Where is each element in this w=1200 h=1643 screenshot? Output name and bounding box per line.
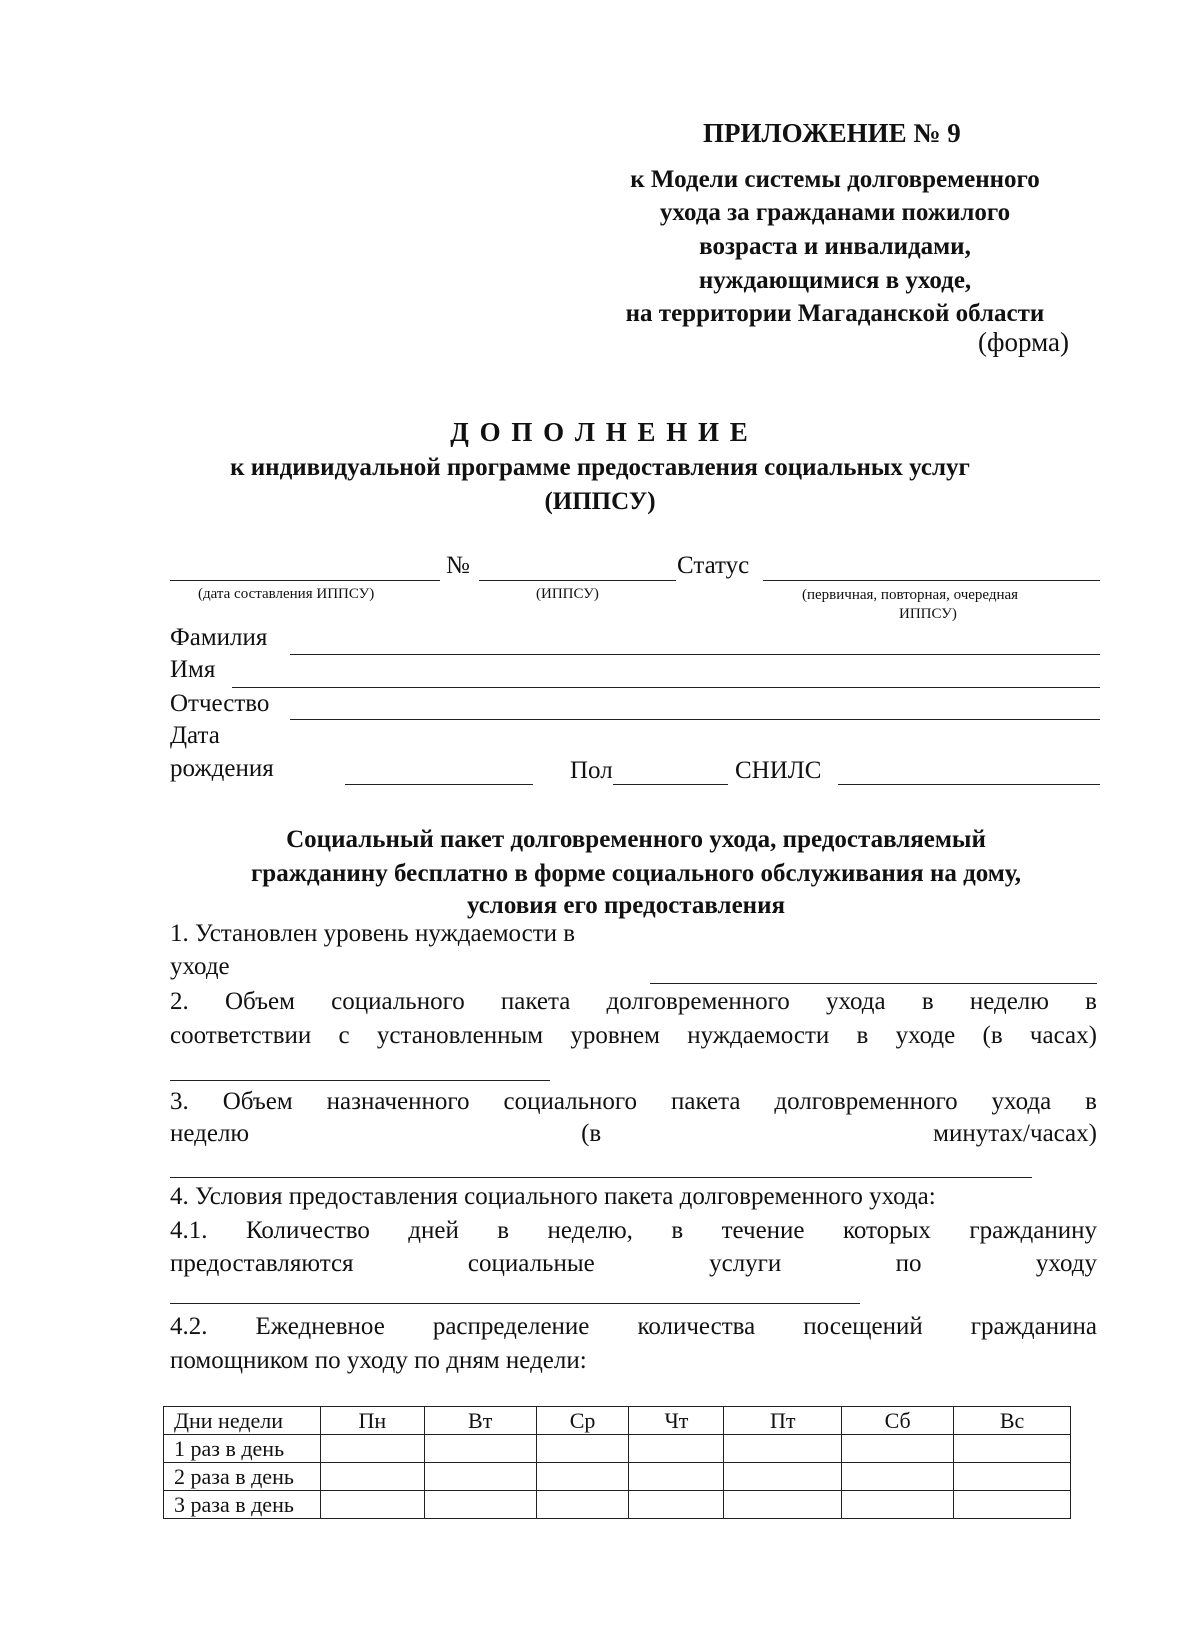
word: Количество (245, 1217, 370, 1244)
word: гражданину (969, 1217, 1097, 1244)
word: (в (982, 1022, 1003, 1049)
table-cell[interactable] (629, 1491, 724, 1519)
word: 3. (170, 1088, 189, 1115)
row-label: 2 раза в день (164, 1463, 321, 1491)
word: ухода (991, 1088, 1052, 1115)
word: уходу (1035, 1250, 1097, 1277)
word: в (1085, 988, 1097, 1015)
table-row (164, 1463, 1071, 1491)
table-cell[interactable] (629, 1435, 724, 1463)
word: нуждаемости (687, 1022, 830, 1049)
item-4-1-answer-line[interactable] (170, 1303, 860, 1304)
surname-line[interactable] (290, 654, 1100, 655)
word: минутах/часах) (933, 1120, 1097, 1147)
word: которых (842, 1217, 931, 1244)
table-cell[interactable] (842, 1463, 954, 1491)
word: неделю (969, 988, 1049, 1015)
word: пакета (500, 988, 571, 1015)
sex-line[interactable] (613, 784, 728, 785)
birth-label-1: Дата (170, 722, 220, 749)
table-cell[interactable] (536, 1491, 629, 1519)
word: часах) (1029, 1022, 1097, 1049)
table-header-row (164, 1407, 1071, 1435)
item-1-line[interactable] (650, 983, 1097, 984)
word: в (671, 1217, 684, 1244)
table-row (164, 1435, 1071, 1463)
word: социального (503, 1088, 638, 1115)
birth-label-2: рождения (170, 755, 274, 782)
item-4-1-line-1 (170, 1217, 1097, 1245)
word: в (497, 1217, 510, 1244)
schedule-table (163, 1406, 1071, 1519)
table-cell[interactable] (320, 1491, 424, 1519)
column-header-days: Дни недели (164, 1407, 321, 1435)
name-label: Имя (170, 656, 216, 683)
item-3-line-2 (170, 1120, 1097, 1148)
table-cell[interactable] (424, 1463, 536, 1491)
table-cell[interactable] (842, 1435, 954, 1463)
table-cell[interactable] (320, 1463, 424, 1491)
appendix-line: нуждающимися в уходе, (698, 267, 972, 294)
word: в (921, 988, 934, 1015)
package-heading-3: условия его предоставления (466, 892, 786, 919)
word: ухода (825, 988, 886, 1015)
word: уровнем (570, 1022, 660, 1049)
word: Объем (222, 1088, 293, 1115)
appendix-line: ухода за гражданами пожилого (659, 199, 1011, 226)
table-cell[interactable] (320, 1435, 424, 1463)
word: долговременного (774, 1088, 958, 1115)
table-cell[interactable] (842, 1491, 954, 1519)
word: 4.2. (170, 1313, 208, 1340)
snils-label: СНИЛС (735, 757, 822, 784)
document-title: Д О П О Л Н Е Н И Е (450, 417, 750, 447)
column-header-day: Пн (320, 1407, 424, 1435)
word: уходе (895, 1022, 956, 1049)
document-abbr: (ИППСУ) (544, 488, 656, 515)
word: соответствии (170, 1022, 312, 1049)
name-line[interactable] (232, 687, 1100, 688)
item-4-1-line-2 (170, 1250, 1097, 1278)
word: Объем (224, 988, 295, 1015)
snils-line[interactable] (838, 784, 1100, 785)
item-3-answer-line[interactable] (170, 1177, 1032, 1178)
row-label: 3 раза в день (164, 1491, 321, 1519)
word: с (338, 1022, 350, 1049)
surname-label: Фамилия (170, 624, 268, 651)
table-row (164, 1491, 1071, 1519)
appendix-title: ПРИЛОЖЕНИЕ № 9 (703, 118, 961, 148)
word: назначенного (326, 1088, 470, 1115)
word: в (856, 1022, 869, 1049)
word: установленным (376, 1022, 544, 1049)
word: пакета (671, 1088, 741, 1115)
birth-date-line[interactable] (345, 784, 533, 785)
status-caption-1: (первичная, повторная, очередная (802, 587, 1019, 603)
status-line[interactable] (763, 580, 1100, 581)
word: 2. (170, 988, 189, 1015)
table-cell[interactable] (724, 1491, 842, 1519)
column-header-day: Вт (424, 1407, 536, 1435)
form-note: (форма) (978, 327, 1069, 357)
patronymic-label: Отчество (170, 690, 270, 717)
table-cell[interactable] (629, 1463, 724, 1491)
word: Ежедневное (255, 1313, 385, 1340)
appendix-line: на территории Магаданской области (625, 300, 1045, 327)
status-caption-2: ИППСУ) (899, 606, 957, 622)
word: социальные (467, 1250, 595, 1277)
word: по (895, 1250, 922, 1277)
table-cell[interactable] (536, 1435, 629, 1463)
word: услуги (709, 1250, 782, 1277)
word: дней (408, 1217, 459, 1244)
word: предоставляются (170, 1250, 354, 1277)
item-1-text-b: уходе (170, 953, 230, 980)
row-label: 1 раз в день (164, 1435, 321, 1463)
item-3-line-1 (170, 1088, 1097, 1116)
table-cell[interactable] (536, 1463, 629, 1491)
column-header-day: Сб (842, 1407, 954, 1435)
word: гражданина (970, 1313, 1097, 1340)
word: распределение (432, 1313, 590, 1340)
word: течение (721, 1217, 805, 1244)
number-caption: (ИППСУ) (536, 586, 599, 602)
item-4-text: 4. Условия предоставления социального пакета долговременного ухода: (170, 1183, 936, 1210)
table-cell[interactable] (724, 1435, 842, 1463)
number-label: № (446, 552, 470, 579)
column-header-day: Чт (629, 1407, 724, 1435)
patronymic-line[interactable] (290, 719, 1100, 720)
table-cell[interactable] (724, 1463, 842, 1491)
word: количества (637, 1313, 756, 1340)
table-cell[interactable] (954, 1435, 1071, 1463)
word: долговременного (606, 988, 790, 1015)
table-cell[interactable] (424, 1435, 536, 1463)
word: (в (581, 1120, 602, 1147)
appendix-line: возраста и инвалидами, (699, 233, 971, 260)
table-cell[interactable] (954, 1463, 1071, 1491)
column-header-day: Вс (954, 1407, 1071, 1435)
word: посещений (803, 1313, 923, 1340)
package-heading-2: гражданину бесплатно в форме социального обслуживания на дому, (250, 860, 1022, 887)
column-header-day: Ср (536, 1407, 629, 1435)
sex-label: Пол (570, 757, 613, 784)
date-caption: (дата составления ИППСУ) (198, 586, 375, 602)
item-2-line-1 (170, 988, 1097, 1016)
word: в (1085, 1088, 1097, 1115)
document-subtitle: к индивидуальной программе предоставления социальных услуг (230, 454, 970, 481)
package-heading-1: Социальный пакет долговременного ухода, предоставляемый (286, 826, 986, 853)
word: неделю, (547, 1217, 633, 1244)
item-1-text-a: 1. Установлен уровень нуждаемости в (170, 920, 576, 947)
table-cell[interactable] (424, 1491, 536, 1519)
item-2-line-2 (170, 1022, 1097, 1050)
item-2-answer-line[interactable] (170, 1080, 550, 1081)
appendix-line: к Модели системы долговременного (630, 166, 1040, 193)
date-line[interactable] (170, 580, 440, 581)
item-4-2-line-1 (170, 1313, 1097, 1341)
word: неделю (170, 1120, 250, 1147)
item-4-2-line-2: помощником по уходу по дням недели: (170, 1347, 587, 1374)
column-header-day: Пт (724, 1407, 842, 1435)
table-cell[interactable] (954, 1491, 1071, 1519)
number-line[interactable] (479, 580, 676, 581)
status-label: Статус (677, 552, 750, 579)
word: социального (331, 988, 465, 1015)
word: 4.1. (170, 1217, 208, 1244)
